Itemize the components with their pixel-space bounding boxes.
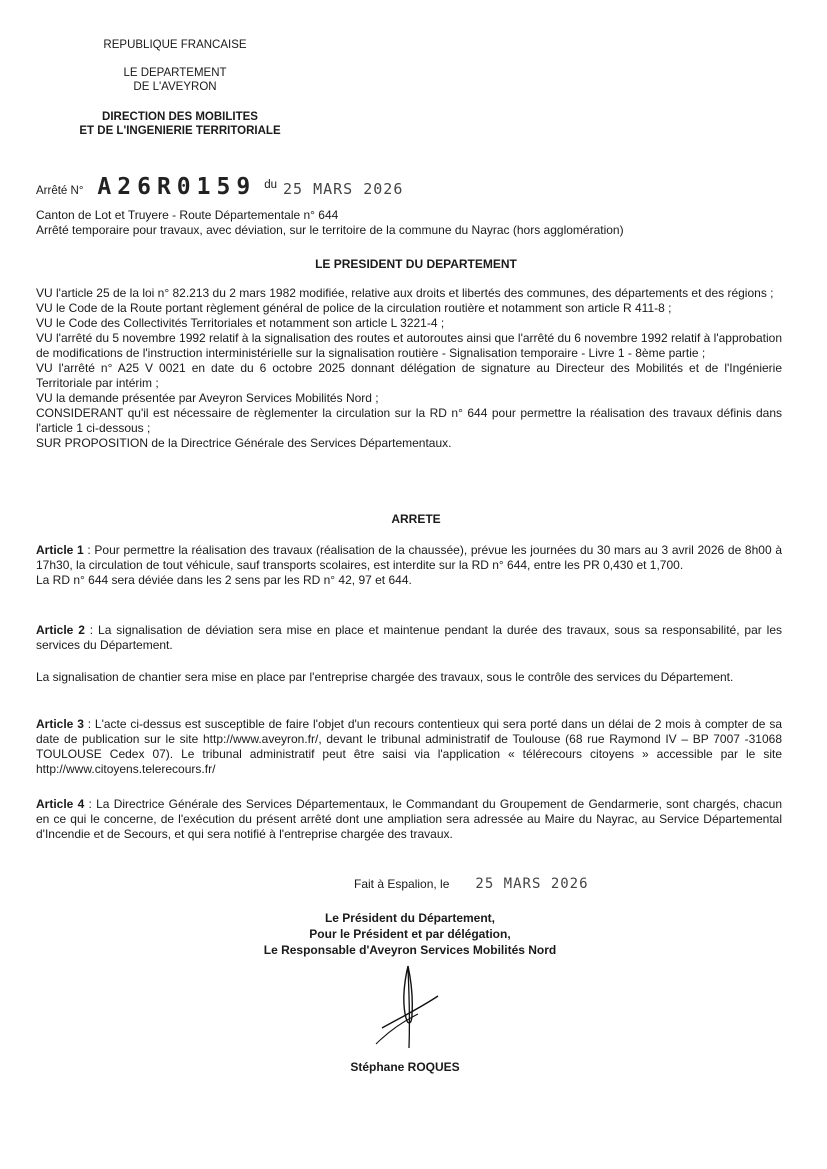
fait-a-label: Fait à Espalion, le	[354, 877, 450, 891]
visa-item: SUR PROPOSITION de la Directrice Générale des Services Départementaux.	[36, 436, 452, 450]
visas-block	[36, 286, 782, 451]
visa-item: VU l'arrêté du 5 novembre 1992 relatif à la signalisation des routes et autoroutes ainsi que l'arrêté du 6 novembre 1992 relatif à l'approbation de modifications de l'instruction interministérielle sur la signalisation routière - Signalisation temporaire - Livre 1 - 8ème partie ;	[36, 331, 782, 360]
subject-line-2: Arrêté temporaire pour travaux, avec déviation, sur le territoire de la commune du Nayrac (hors agglomération)	[36, 223, 624, 237]
arrete-date-stamp: 25 MARS 2026	[283, 180, 404, 198]
article-4-paragraph	[36, 797, 782, 842]
arrete-number: A26R0159	[97, 174, 257, 200]
arrete-heading: ARRETE	[391, 512, 441, 526]
article-3-label: Article 3	[36, 717, 84, 731]
article-3-paragraph	[36, 717, 782, 777]
arrete-number-line	[36, 174, 403, 204]
article-2-paragraph	[36, 623, 782, 653]
subject-line-1: Canton de Lot et Truyere - Route Départementale n° 644	[36, 208, 339, 222]
arrete-label: Arrêté N°	[36, 185, 84, 197]
visa-item: VU l'arrêté n° A25 V 0021 en date du 6 octobre 2025 donnant délégation de signature au Directeur des Mobilités et de l'Ingénierie Territoriale par intérim ;	[36, 361, 782, 390]
visa-item: VU le Code de la Route portant règlement général de police de la circulation routière et notamment son article R 411-8 ;	[36, 301, 672, 315]
article-1	[36, 543, 782, 588]
article-2-text: : La signalisation de déviation sera mise en place et maintenue pendant la durée des travaux, sous sa responsabilité, par les services du Département.	[36, 623, 783, 652]
article-4-label: Article 4	[36, 797, 85, 811]
article-1-text: : Pour permettre la réalisation des travaux (réalisation de la chaussée), prévue les journées du 30 mars au 3 avril 2026 de 8h00 à 17h30, la circulation de tout véhicule, sauf transports scolaires, est interdite sur la RD n° 644, entre les PR 0,430 et 1,700.	[36, 543, 782, 572]
article-2	[36, 623, 782, 653]
signature-title-3: Le Responsable d'Aveyron Services Mobilités Nord	[263, 943, 557, 957]
article-2-label: Article 2	[36, 623, 85, 637]
article-2-chantier	[36, 670, 782, 685]
place-date-line	[354, 876, 589, 892]
direction-line-1: DIRECTION DES MOBILITES	[102, 111, 258, 123]
department-line-1: LE DEPARTEMENT	[123, 67, 227, 79]
signature-title-2: Pour le Président et par délégation,	[309, 927, 511, 941]
president-heading: LE PRESIDENT DU DEPARTEMENT	[315, 257, 517, 271]
article-2-chantier-text: La signalisation de chantier sera mise en place par l'entreprise chargée des travaux, sous le contrôle des services du Département.	[36, 670, 734, 684]
handwritten-signature-icon	[360, 958, 460, 1058]
direction-line-2: ET DE L'INGENIERIE TERRITORIALE	[79, 125, 281, 137]
article-4	[36, 797, 782, 842]
article-1-label: Article 1	[36, 543, 84, 557]
article-3-text: : L'acte ci-dessus est susceptible de faire l'objet d'un recours contentieux qui sera porté dans un délai de 2 mois à compter de sa date de publication sur le site http://www.aveyron.fr/, devant le tribunal administratif de Toulouse (68 rue Raymond IV – BP 7007 -31068 TOULOUSE Cedex 07). Le tribunal administratif peut être saisi via l'application « télérecours citoyens » accessible par le site http://www.citoyens.telerecours.fr/	[36, 717, 782, 776]
article-1-deviation: La RD n° 644 sera déviée dans les 2 sens par les RD n° 42, 97 et 644.	[36, 573, 412, 587]
visa-item: CONSIDERANT qu'il est nécessaire de règlementer la circulation sur la RD n° 644 pour permettre la réalisation des travaux définis dans l'article 1 ci-dessous ;	[36, 406, 782, 435]
visa-item: VU la demande présentée par Aveyron Services Mobilités Nord ;	[36, 391, 379, 405]
signature-title-1: Le Président du Département,	[324, 911, 496, 925]
signer-name: Stéphane ROQUES	[350, 1060, 460, 1074]
article-1-paragraph	[36, 543, 782, 573]
signature-block	[160, 910, 660, 958]
article-3	[36, 717, 782, 777]
signature-date-stamp: 25 MARS 2026	[475, 876, 589, 892]
department-line-2: DE L'AVEYRON	[133, 81, 217, 93]
republic-header: REPUBLIQUE FRANCAISE	[103, 39, 247, 51]
article-4-text: : La Directrice Générale des Services Départementaux, le Commandant du Groupement de Gendarmerie, sont chargés, chacun en ce qui le concerne, de l'exécution du présent arrêté dont une ampliation sera adressée au Maire du Nayrac, au Service Départemental d'Incendie et de Secours, et qui sera notifié à l'entreprise chargée des travaux.	[36, 797, 783, 841]
visa-item: VU l'article 25 de la loi n° 82.213 du 2 mars 1982 modifiée, relative aux droits et libertés des communes, des départements et des régions ;	[36, 286, 774, 300]
visa-item: VU le Code des Collectivités Territoriales et notamment son article L 3221-4 ;	[36, 316, 445, 330]
arrete-du: du	[264, 179, 277, 191]
